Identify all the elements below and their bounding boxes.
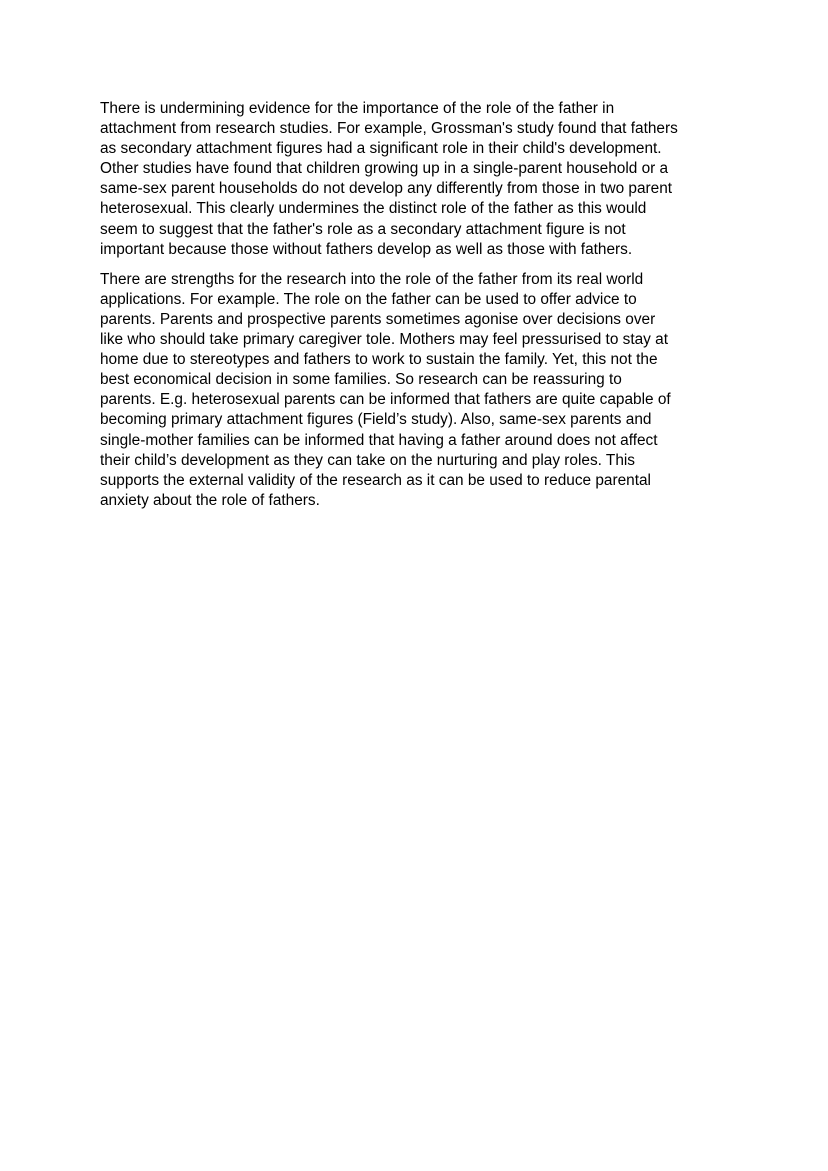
text-line: becoming primary attachment figures (Field’s study). Also, same-sex parents and: [100, 411, 652, 429]
text-line: Other studies have found that children growing up in a single-parent household or a: [100, 160, 669, 178]
text-line: their child’s development as they can take on the nurturing and play roles. This: [100, 451, 635, 469]
text-line: heterosexual. This clearly undermines the distinct role of the father as this would: [100, 200, 647, 218]
text-line: applications. For example. The role on the father can be used to offer advice to: [100, 290, 637, 308]
document-body: [100, 99, 736, 511]
text-line: single-mother families can be informed that having a father around does not affect: [100, 431, 658, 449]
text-line: home due to stereotypes and fathers to work to sustain the family. Yet, this not the: [100, 351, 658, 369]
paragraph-father-role-evidence: [100, 99, 736, 260]
text-line: supports the external validity of the research as it can be used to reduce parental: [100, 471, 651, 489]
text-line: best economical decision in some families. So research can be reassuring to: [100, 371, 622, 389]
text-line: important because those without fathers develop as well as those with fathers.: [100, 240, 633, 258]
text-line: parents. Parents and prospective parents sometimes agonise over decisions over: [100, 310, 656, 328]
text-line: same-sex parent households do not develop any differently from those in two parent: [100, 180, 673, 198]
text-line: like who should take primary caregiver tole. Mothers may feel pressurised to stay at: [100, 331, 668, 349]
text-line: attachment from research studies. For example, Grossman's study found that fathers: [100, 120, 678, 138]
paragraph-real-world-applications: [100, 270, 736, 511]
text-line: seem to suggest that the father's role as a secondary attachment figure is not: [100, 220, 626, 238]
text-line: as secondary attachment figures had a significant role in their child's development.: [100, 140, 662, 158]
text-line: anxiety about the role of fathers.: [100, 491, 320, 509]
text-line: There are strengths for the research into the role of the father from its real world: [100, 270, 644, 288]
text-line: There is undermining evidence for the importance of the role of the father in: [100, 100, 615, 117]
text-line: parents. E.g. heterosexual parents can be informed that fathers are quite capable of: [100, 391, 671, 409]
